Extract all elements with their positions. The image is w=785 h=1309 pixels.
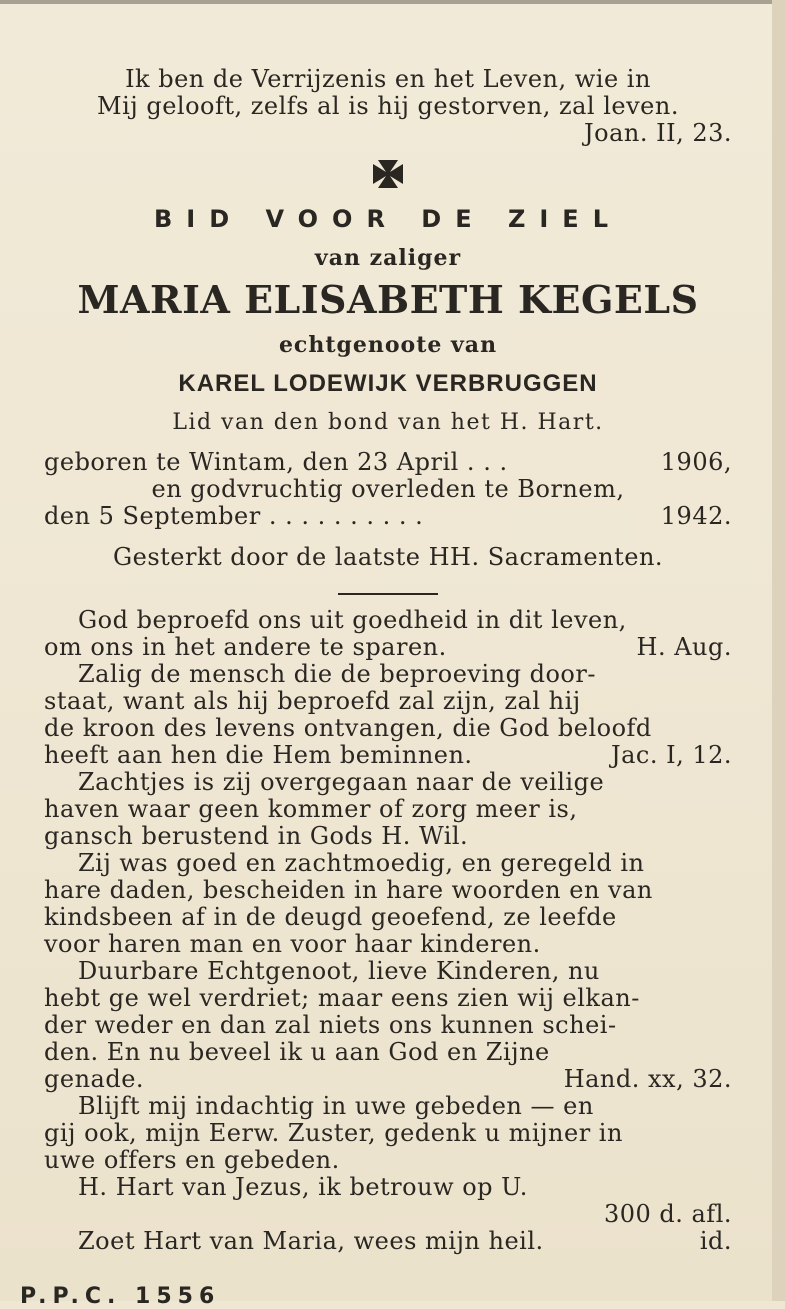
verse-line-2: Mij gelooft, zelfs al is hij gestorven, zal leven. [97, 92, 679, 120]
spouse-name: KAREL LODEWIJK VERBRUGGEN [178, 370, 598, 397]
death-line [44, 503, 732, 530]
death-year: 1942. [660, 502, 732, 530]
body-line-text: de kroon des levens ontvangen, die God beloofd [44, 714, 652, 742]
body-line [44, 850, 732, 877]
sacraments-line: Gesterkt door de laatste HH. Sacramenten. [112, 543, 664, 571]
body-line-text: gij ook, mijn Eerw. Zuster, gedenk u mijner in [44, 1119, 623, 1147]
verse-line-1: Ik ben de Verrijzenis en het Leven, wie in [125, 65, 651, 93]
body-line-text: haven waar geen kommer of zorg meer is, [44, 795, 578, 823]
body-text [44, 607, 732, 1255]
birth-line [44, 449, 732, 476]
deceased-name: MARIA ELISABETH KEGELS [77, 277, 699, 322]
body-line [44, 1228, 732, 1255]
body-line-text: Blijft mij indachtig in uwe gebeden — en [78, 1092, 594, 1120]
body-line-text: Zoet Hart van Maria, wees mijn heil. [78, 1227, 544, 1255]
body-line-text: om ons in het andere te sparen. [44, 633, 447, 661]
printer-code: P.P.C. 1556 [20, 1284, 221, 1309]
body-line-text: uwe offers en gebeden. [44, 1146, 340, 1174]
body-line-text: Zij was goed en zachtmoedig, en geregeld in [78, 849, 645, 877]
body-line-text: Duurbare Echtgenoot, lieve Kinderen, nu [78, 957, 600, 985]
body-line [44, 1012, 732, 1039]
body-line [44, 1147, 732, 1174]
body-line [44, 1066, 732, 1093]
card-side-edge [772, 0, 785, 1301]
death-text: den 5 September . . . . . . . . . . [44, 502, 424, 530]
body-line-reference: Hand. xx, 32. [563, 1065, 732, 1093]
body-line [44, 796, 732, 823]
membership-line: Lid van den bond van het H. Hart. [172, 410, 604, 435]
body-line-text: Zachtjes is zij overgegaan naar de veilige [78, 768, 605, 796]
body-line-text: H. Hart van Jezus, ik betrouw op U. [78, 1173, 528, 1201]
body-line [44, 877, 732, 904]
body-line [44, 1093, 732, 1120]
body-line [44, 985, 732, 1012]
body-line [44, 931, 732, 958]
intro-text: van zaliger [314, 245, 462, 271]
section-divider [338, 593, 438, 595]
body-line-reference: H. Aug. [636, 633, 732, 661]
body-line [44, 661, 732, 688]
body-line [44, 1201, 732, 1228]
body-line [44, 1174, 732, 1201]
body-line [44, 958, 732, 985]
spouse-intro: echtgenoote van [278, 332, 498, 358]
body-line-text: staat, want als hij beproefd zal zijn, zal hij [44, 687, 581, 715]
birth-text: geboren te Wintam, den 23 April . . . [44, 448, 508, 476]
body-line [44, 688, 732, 715]
body-line-text: voor haren man en voor haar kinderen. [44, 930, 541, 958]
cross-pattee-icon [44, 159, 732, 189]
body-line-text: der weder en dan zal niets ons kunnen schei- [44, 1011, 617, 1039]
body-line [44, 634, 732, 661]
body-line [44, 607, 732, 634]
death-place-line: en godvruchtig overleden te Bornem, [151, 475, 625, 503]
body-line-text: gansch berustend in Gods H. Wil. [44, 822, 469, 850]
body-line-reference: Jac. I, 12. [610, 741, 732, 769]
body-line [44, 769, 732, 796]
birth-year: 1906, [660, 448, 732, 476]
body-line-text: hare daden, bescheiden in hare woorden en van [44, 876, 653, 904]
body-line-text: Zalig de mensch die de beproeving door- [78, 660, 596, 688]
cross-pattee-svg [372, 159, 404, 189]
body-line-text: genade. [44, 1065, 145, 1093]
body-line [44, 742, 732, 769]
body-line [44, 904, 732, 931]
body-line-text: heeft aan hen die Hem beminnen. [44, 741, 473, 769]
body-line [44, 1039, 732, 1066]
body-line-text: hebt ge wel verdriet; maar eens zien wij elkan- [44, 984, 640, 1012]
body-line-text: den. En nu beveel ik u aan God en Zijne [44, 1038, 550, 1066]
body-line-reference: id. [699, 1227, 732, 1255]
card-content [44, 66, 732, 1255]
body-line-reference: 300 d. afl. [603, 1200, 732, 1228]
body-line-text: God beproefd ons uit goedheid in dit leven, [78, 606, 627, 634]
body-line [44, 823, 732, 850]
prayer-heading: BID VOOR DE ZIEL [154, 205, 622, 233]
verse-reference: Joan. II, 23. [584, 119, 732, 147]
body-line-text: kindsbeen af in de deugd geoefend, ze leefde [44, 903, 617, 931]
body-line [44, 715, 732, 742]
body-line [44, 1120, 732, 1147]
card-top-edge [0, 0, 772, 4]
dates-block [44, 449, 732, 530]
